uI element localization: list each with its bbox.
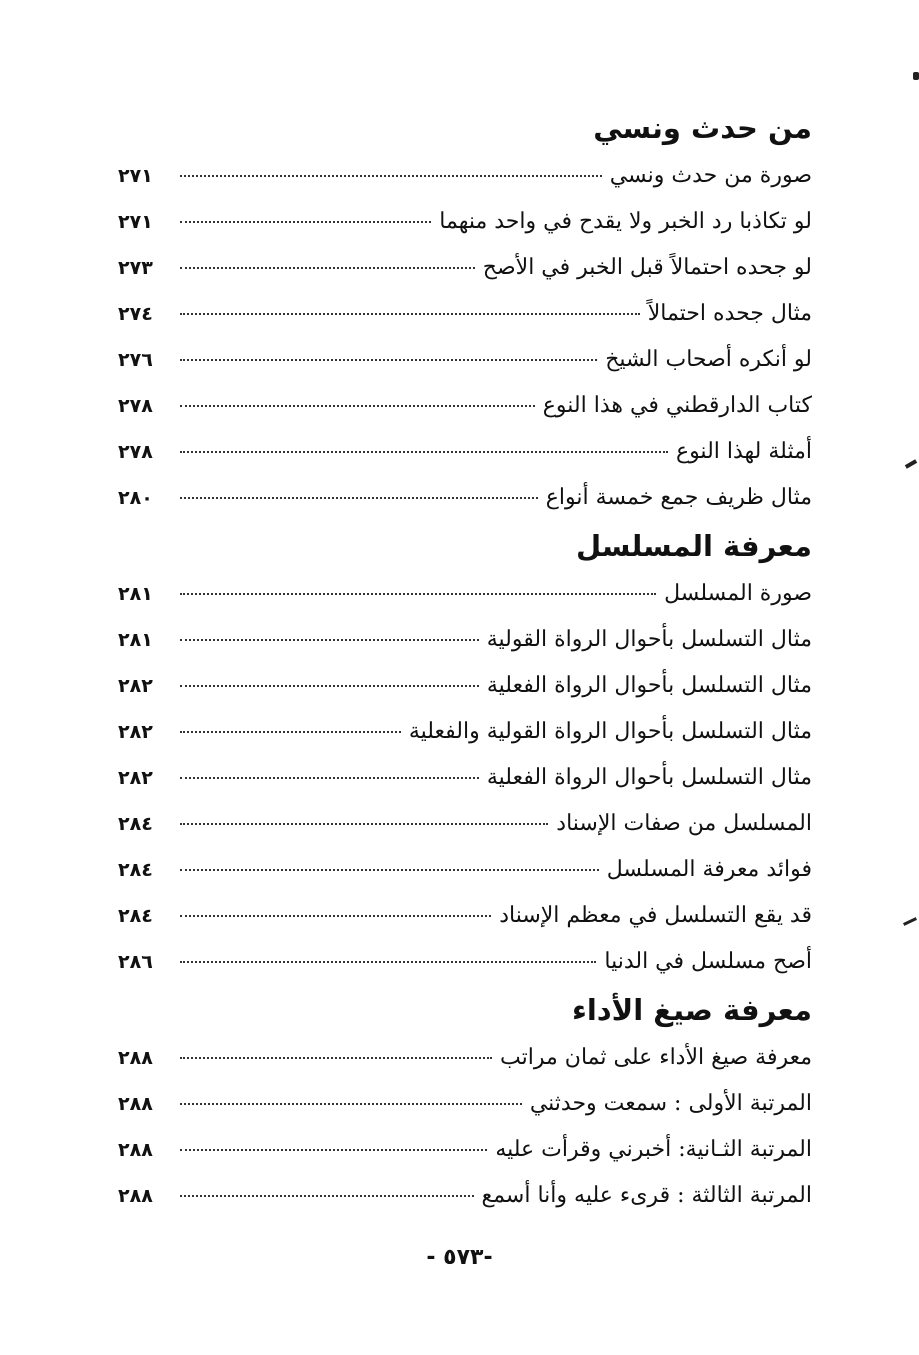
toc-entry: [118, 1081, 812, 1127]
dot-leader: [180, 777, 479, 779]
entry-title: مثال التسلسل بأحوال الرواة القولية: [486, 627, 812, 652]
entry-page: ٢٧٨: [118, 441, 153, 463]
dot-leader: [180, 359, 597, 361]
entry-page: ٢٨١: [118, 583, 153, 605]
toc-entry: [118, 755, 812, 801]
toc-entry: [118, 709, 812, 755]
entry-page: ٢٨٤: [118, 859, 153, 881]
scan-mark: [903, 917, 917, 926]
toc-entry: [118, 337, 812, 383]
dot-leader: [180, 267, 475, 269]
dot-leader: [180, 639, 479, 641]
dot-leader: [180, 1195, 474, 1197]
entry-title: كتاب الدارقطني في هذا النوع: [542, 393, 812, 418]
toc-entry: [118, 939, 812, 985]
dot-leader: [180, 593, 656, 595]
scan-mark: [913, 72, 919, 80]
entry-page: ٢٨٦: [118, 951, 153, 973]
entry-title: مثال جحده احتمالاً: [647, 301, 812, 326]
entry-page: ٢٨٤: [118, 905, 153, 927]
toc-entry: [118, 153, 812, 199]
dot-leader: [180, 1149, 487, 1151]
entry-page: ٢٧٨: [118, 395, 153, 417]
dot-leader: [180, 915, 491, 917]
section-heading: معرفة المسلسل: [575, 529, 812, 563]
toc-entry: [118, 383, 812, 429]
toc-entry: [118, 429, 812, 475]
toc-entry: [118, 617, 812, 663]
entry-title: معرفة صيغ الأداء على ثمان مراتب: [500, 1045, 812, 1070]
entry-title: المرتبة الثالثة : قرىء عليه وأنا أسمع: [481, 1183, 812, 1208]
toc-entry: [118, 245, 812, 291]
entry-title: لو تكاذبا رد الخبر ولا يقدح في واحد منهما: [439, 209, 812, 234]
entry-page: ٢٧٣: [118, 257, 153, 279]
entry-page: ٢٨٠: [118, 487, 153, 509]
entry-page: ٢٧١: [118, 165, 153, 187]
page-number: - ٥٧٣-: [426, 1245, 493, 1270]
toc-entry: [118, 663, 812, 709]
entry-title: قد يقع التسلسل في معظم الإسناد: [499, 903, 812, 928]
dot-leader: [180, 961, 596, 963]
entry-title: فوائد معرفة المسلسل: [606, 857, 812, 882]
entry-title: لو أنكره أصحاب الشيخ: [605, 347, 812, 372]
dot-leader: [180, 1103, 522, 1105]
dot-leader: [180, 175, 602, 177]
entry-title: مثال ظريف جمع خمسة أنواع: [545, 485, 812, 510]
toc-entry: [118, 475, 812, 521]
entry-title: مثال التسلسل بأحوال الرواة الفعلية: [486, 673, 812, 698]
entry-title: المسلسل من صفات الإسناد: [556, 811, 812, 836]
toc-entry: [118, 847, 812, 893]
section-heading: من حدث ونسي: [593, 111, 812, 145]
entry-title: أصح مسلسل في الدنيا: [604, 949, 812, 974]
entry-title: صورة المسلسل: [664, 581, 812, 606]
entry-page: ٢٨٨: [118, 1093, 153, 1115]
table-of-contents: [118, 103, 812, 1219]
entry-title: مثال التسلسل بأحوال الرواة الفعلية: [486, 765, 812, 790]
toc-entry: [118, 291, 812, 337]
scan-mark: [905, 459, 917, 468]
entry-page: ٢٨٨: [118, 1139, 153, 1161]
dot-leader: [180, 823, 548, 825]
entry-page: ٢٨٤: [118, 813, 153, 835]
entry-page: ٢٨٨: [118, 1047, 153, 1069]
entry-page: ٢٨٢: [118, 767, 153, 789]
toc-entry: [118, 1173, 812, 1219]
entry-page: ٢٨٢: [118, 721, 153, 743]
entry-page: ٢٧٦: [118, 349, 153, 371]
dot-leader: [180, 497, 538, 499]
dot-leader: [180, 313, 640, 315]
entry-page: ٢٧٤: [118, 303, 153, 325]
entry-title: أمثلة لهذا النوع: [675, 439, 812, 464]
toc-entry: [118, 199, 812, 245]
dot-leader: [180, 221, 431, 223]
dot-leader: [180, 869, 599, 871]
entry-title: لو جحده احتمالاً قبل الخبر في الأصح: [482, 255, 812, 280]
toc-entry: [118, 1035, 812, 1081]
toc-entry: [118, 801, 812, 847]
entry-title: صورة من حدث ونسي: [609, 163, 812, 188]
entry-title: المرتبة الأولى : سمعت وحدثني: [529, 1091, 812, 1116]
toc-entry: [118, 1127, 812, 1173]
entry-title: مثال التسلسل بأحوال الرواة القولية والفعلية: [408, 719, 812, 744]
dot-leader: [180, 731, 401, 733]
dot-leader: [180, 451, 668, 453]
dot-leader: [180, 1057, 492, 1059]
entry-page: ٢٨٢: [118, 675, 153, 697]
entry-title: المرتبة الثـانية: أخبرني وقرأت عليه: [495, 1137, 812, 1162]
dot-leader: [180, 405, 535, 407]
entry-page: ٢٧١: [118, 211, 153, 233]
toc-entry: [118, 893, 812, 939]
toc-entry: [118, 571, 812, 617]
dot-leader: [180, 685, 479, 687]
entry-page: ٢٨١: [118, 629, 153, 651]
entry-page: ٢٨٨: [118, 1185, 153, 1207]
section-heading: معرفة صيغ الأداء: [572, 993, 812, 1027]
